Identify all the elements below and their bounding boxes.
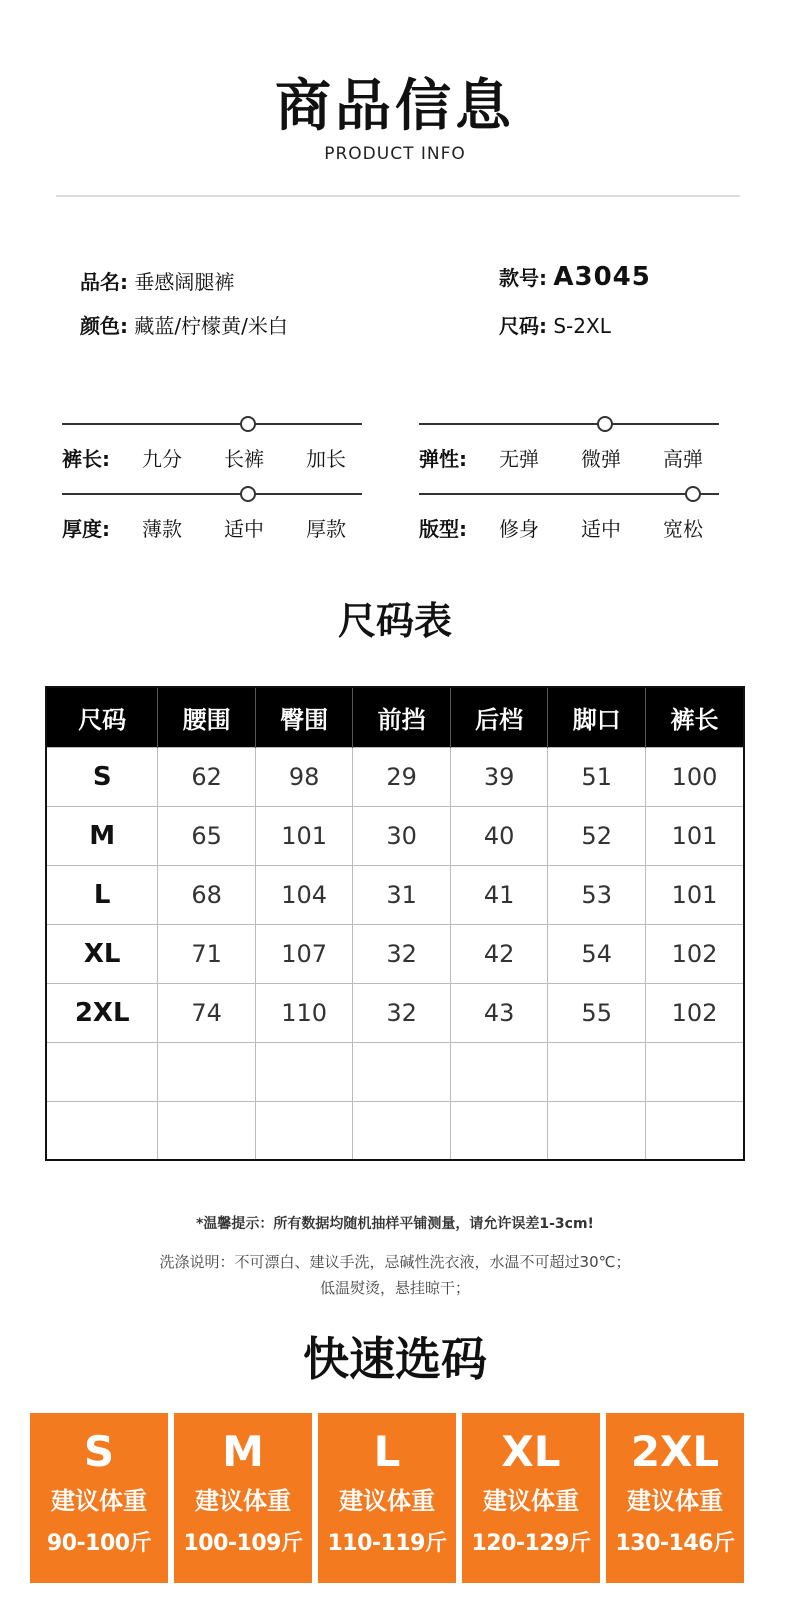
- scale-label: 版型:: [419, 517, 467, 541]
- scale-label: 裤长:: [62, 447, 110, 471]
- table-cell: 32: [353, 924, 451, 983]
- table-cell: M: [46, 806, 158, 865]
- table-cell: 29: [353, 747, 451, 806]
- size-card-weight: 100-109斤: [183, 1531, 303, 1556]
- table-row: [46, 1042, 744, 1101]
- table-header-cell: 腰围: [158, 687, 256, 747]
- table-row: [46, 747, 744, 806]
- table-cell: 51: [548, 747, 646, 806]
- table-cell: 52: [548, 806, 646, 865]
- table-cell: L: [46, 865, 158, 924]
- table-cell: [158, 1042, 256, 1101]
- table-cell: 101: [645, 806, 744, 865]
- size-card[interactable]: [318, 1413, 456, 1583]
- scale-knob: [685, 486, 701, 502]
- scale-track: [419, 423, 719, 425]
- table-cell: 101: [255, 806, 353, 865]
- size-card[interactable]: [606, 1413, 744, 1583]
- table-cell: 68: [158, 865, 256, 924]
- table-cell: 43: [450, 983, 548, 1042]
- scale-option: 长裤: [224, 447, 264, 471]
- size-card-advice: 建议体重: [483, 1487, 579, 1515]
- divider: [56, 195, 740, 197]
- table-cell: 31: [353, 865, 451, 924]
- table-cell: [255, 1101, 353, 1160]
- table-cell: 74: [158, 983, 256, 1042]
- table-cell: [645, 1042, 744, 1101]
- product-color: [80, 310, 288, 339]
- size-card[interactable]: [462, 1413, 600, 1583]
- size-card[interactable]: [174, 1413, 312, 1583]
- scale-track: [62, 423, 362, 425]
- table-cell: [548, 1101, 646, 1160]
- size-card-weight: 120-129斤: [471, 1531, 591, 1556]
- table-cell: 39: [450, 747, 548, 806]
- table-cell: [645, 1101, 744, 1160]
- size-card-size: XL: [501, 1427, 561, 1476]
- scale-knob: [597, 416, 613, 432]
- size-table: [45, 686, 745, 1161]
- product-color-label: 颜色:: [80, 314, 128, 338]
- table-row: [46, 924, 744, 983]
- scale-option: 适中: [581, 517, 621, 541]
- product-size-value: S-2XL: [553, 314, 611, 338]
- scale-option: 加长: [306, 447, 346, 471]
- table-cell: [353, 1101, 451, 1160]
- table-cell: 101: [645, 865, 744, 924]
- table-cell: 40: [450, 806, 548, 865]
- table-cell: 102: [645, 924, 744, 983]
- table-cell: [450, 1101, 548, 1160]
- scale-label: 厚度:: [62, 517, 110, 541]
- scale-option: 厚款: [306, 517, 346, 541]
- product-name-label: 品名:: [80, 270, 128, 294]
- table-cell: 104: [255, 865, 353, 924]
- scale-track: [62, 493, 362, 495]
- table-cell: 2XL: [46, 983, 158, 1042]
- size-card-size: S: [83, 1427, 115, 1476]
- product-model-label: 款号:: [499, 266, 547, 290]
- table-cell: [46, 1042, 158, 1101]
- product-size: [499, 310, 611, 339]
- scale-label: 弹性:: [419, 447, 467, 471]
- table-cell: 65: [158, 806, 256, 865]
- table-cell: 71: [158, 924, 256, 983]
- product-model-value: A3045: [553, 262, 651, 292]
- size-card-size: L: [373, 1427, 401, 1476]
- product-name: [80, 266, 234, 295]
- product-color-value: 藏蓝/柠檬黄/米白: [134, 314, 288, 338]
- table-header-cell: 脚口: [548, 687, 646, 747]
- size-table-body: [46, 747, 744, 1160]
- size-card[interactable]: [30, 1413, 168, 1583]
- size-card-advice: 建议体重: [339, 1487, 435, 1515]
- product-name-value: 垂感阔腿裤: [134, 270, 235, 294]
- scale-knob: [240, 416, 256, 432]
- table-cell: S: [46, 747, 158, 806]
- size-table-header: [46, 687, 744, 747]
- table-cell: [158, 1101, 256, 1160]
- product-size-label: 尺码:: [499, 314, 547, 338]
- table-cell: [353, 1042, 451, 1101]
- size-card-advice: 建议体重: [195, 1487, 291, 1515]
- size-card-size: 2XL: [630, 1427, 720, 1476]
- table-cell: 110: [255, 983, 353, 1042]
- size-card-advice: 建议体重: [51, 1487, 147, 1515]
- table-cell: 42: [450, 924, 548, 983]
- table-cell: [255, 1042, 353, 1101]
- table-header-cell: 裤长: [645, 687, 744, 747]
- size-card-weight: 130-146斤: [615, 1531, 735, 1556]
- table-cell: 30: [353, 806, 451, 865]
- size-card-weight: 110-119斤: [327, 1531, 447, 1556]
- measure-tip: *温馨提示：所有数据均随机抽样平铺测量，请允许误差1-3cm!: [196, 1216, 594, 1232]
- scale-option: 修身: [499, 517, 539, 541]
- scale-option: 宽松: [663, 517, 703, 541]
- table-cell: 102: [645, 983, 744, 1042]
- table-cell: 55: [548, 983, 646, 1042]
- scale-option: 九分: [142, 447, 182, 471]
- table-row: [46, 1101, 744, 1160]
- wash-instructions-2: 低温熨烫，悬挂晾干；: [319, 1279, 470, 1297]
- table-header-cell: 臀围: [255, 687, 353, 747]
- table-cell: 98: [255, 747, 353, 806]
- table-cell: 100: [645, 747, 744, 806]
- scale-option: 薄款: [142, 517, 182, 541]
- table-cell: [548, 1042, 646, 1101]
- table-header-cell: 后档: [450, 687, 548, 747]
- scale-knob: [240, 486, 256, 502]
- table-cell: [46, 1101, 158, 1160]
- size-card-advice: 建议体重: [627, 1487, 723, 1515]
- page-title: 商品信息: [275, 74, 515, 139]
- table-cell: 54: [548, 924, 646, 983]
- scale-option: 高弹: [663, 447, 703, 471]
- size-chart-title: 尺码表: [337, 599, 452, 643]
- table-header-cell: 尺码: [46, 687, 158, 747]
- product-model: [499, 262, 651, 292]
- table-row: [46, 806, 744, 865]
- page-subtitle: PRODUCT INFO: [324, 144, 466, 164]
- table-cell: XL: [46, 924, 158, 983]
- wash-instructions-1: 洗涤说明：不可漂白、建议手洗，忌碱性洗衣液，水温不可超过30℃；: [159, 1253, 631, 1271]
- table-cell: 62: [158, 747, 256, 806]
- table-cell: 53: [548, 865, 646, 924]
- table-cell: 32: [353, 983, 451, 1042]
- size-card-weight: 90-100斤: [46, 1531, 152, 1556]
- table-cell: 41: [450, 865, 548, 924]
- scale-track: [419, 493, 719, 495]
- scale-option: 适中: [224, 517, 264, 541]
- table-cell: [450, 1042, 548, 1101]
- table-header-cell: 前挡: [353, 687, 451, 747]
- scale-option: 无弹: [499, 447, 539, 471]
- scale-option: 微弹: [581, 447, 621, 471]
- table-row: [46, 983, 744, 1042]
- size-card-size: M: [222, 1427, 264, 1476]
- table-cell: 107: [255, 924, 353, 983]
- table-row: [46, 865, 744, 924]
- quick-size-title: 快速选码: [303, 1332, 487, 1386]
